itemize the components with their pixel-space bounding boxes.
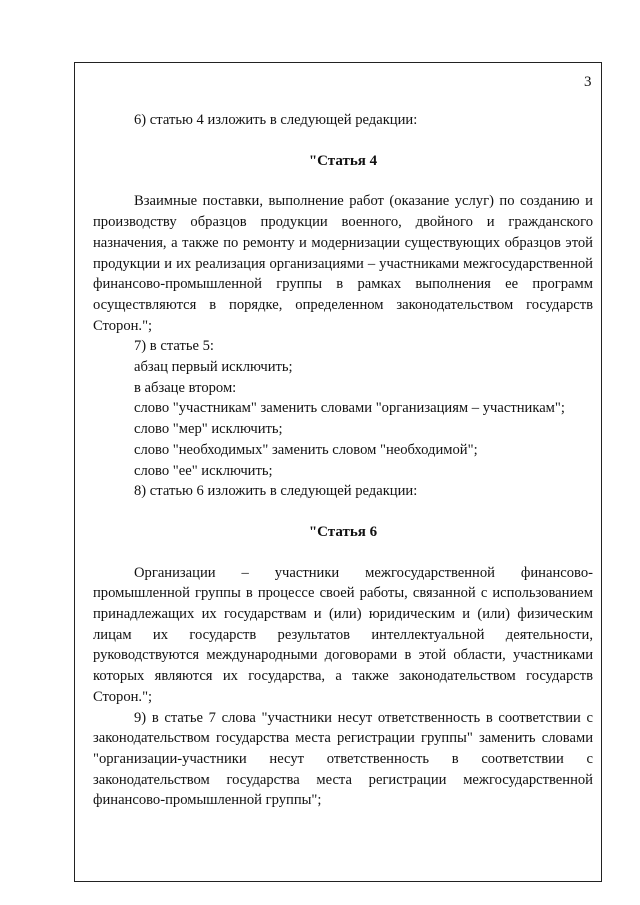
document-body	[93, 70, 593, 811]
item-7-line-2: в абзаце втором:	[134, 379, 237, 396]
page-number: 3	[584, 74, 592, 90]
item-7-line-1: абзац первый исключить;	[134, 359, 293, 376]
item-8-intro: 8) статью 6 изложить в следующей редакции:	[134, 483, 418, 500]
item-6-intro: 6) статью 4 изложить в следующей редакции:	[134, 112, 418, 128]
item-7-line-6: слово "ее" исключить;	[134, 462, 273, 479]
item-7-line-4: слово "мер" исключить;	[134, 421, 283, 438]
item-7-line-3: слово "участникам" заменить словами "организациям – участникам";	[134, 400, 565, 417]
item-9-text: 9) в статье 7 слова "участники несут ответственность в соответствии с законодательством государства места регистрации группы" заменить словами "организации-участники несут ответственность в соответствии с законодательством государства места регистрации межгосударственной финансово-промышленной группы";	[93, 709, 593, 809]
heading-article-6: "Статья 6	[308, 523, 378, 540]
heading-article-4: "Статья 4	[308, 152, 378, 169]
item-7-line-5: слово "необходимых" заменить словом "необходимой";	[134, 441, 478, 458]
item-7-intro: 7) в статье 5:	[134, 338, 214, 355]
article-6-text: Организации – участники межгосударственной финансово-промышленной группы в процессе своей работы, связанной с использованием принадлежащих их государствам и (или) юридическим и (или) физическим лицам их государств результатов интеллектуальной деятельности, руководствуются международными договорами в этой области, участниками которых являются их государства, а также законодательством государств Сторон.";	[93, 564, 593, 705]
article-4-text: Взаимные поставки, выполнение работ (оказание услуг) по созданию и производству образцов продукции военного, двойного и гражданского назначения, а также по ремонту и модернизации существующих образцов этой продукции и их реализация организациями – участниками межгосударственной финансово-промышленной группы в рамках выполнения ее программ осуществляются в порядке, определенном законодательством государств Сторон.";	[93, 193, 593, 334]
